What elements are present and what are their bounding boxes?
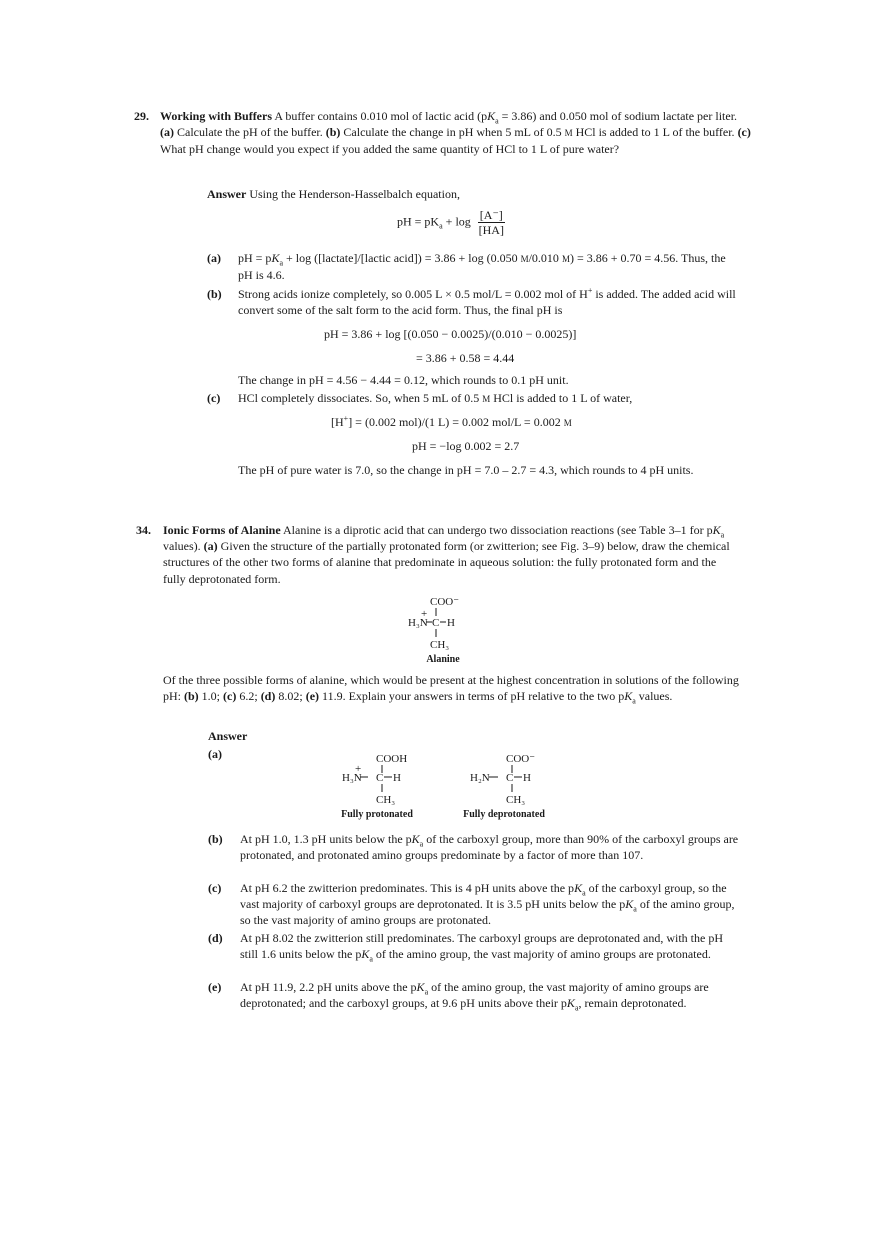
q29-stem: Working with Buffers A buffer contains 0.010 mol of lactic acid $(pK_a = 3.86)$ and 0.050 mol of sodium lactate per liter. (a) Calculate the pH of the buffer. (b) Calculate the change in pH when 5 mL of 0.5 M HCl is added to 1 L of the buffer. (c) What pH change would you expect if you added the same quantity of HCl to 1 L of pure water? — [160, 109, 751, 157]
struct-h: H — [523, 772, 531, 784]
q29-answer-intro: Answer Using the Henderson-Hasselbalch equation, — [207, 187, 460, 201]
q34-part-e-text: At pH 11.9, 2.2 pH units above the $pK_a$ of the amino group, the vast majority of amino groups are deprotonated; and the carboxyl groups, at 9.6 pH units above their $pK_a$, remain deprotonated. — [240, 980, 709, 1013]
q29-part-c-end: The pH of pure water is 7.0, so the change in pH = 7.0 – 2.7 = 4.3, which rounds to 4 pH units. — [238, 463, 694, 477]
q29-part-b-label: (b) — [207, 287, 222, 301]
q34-answer-label: Answer — [208, 729, 248, 743]
struct-plus: + — [421, 608, 428, 620]
q29-title: Working with Buffers — [160, 109, 273, 123]
q29-part-a-text: pH = $pK_a + \log$ ([lactate]/[lactic acid]) = 3.86 + log (0.050 M/0.010 M) = 3.86 + 0.70 = 4.56. Thus, the pH is 4.6. — [238, 251, 726, 283]
caption-fully-deprotonated: Fully deprotonated — [463, 809, 545, 820]
q34-part-b-label: (b) — [208, 832, 223, 846]
fully-deprotonated-structure — [470, 752, 550, 808]
q29-part-c-text: HCl completely dissociates. So, when 5 mL of 0.5 M HCl is added to 1 L of water, — [238, 391, 633, 405]
q29-part-a-label: (a) — [207, 251, 221, 265]
q34-part-c-label: (c) — [208, 881, 222, 895]
q29-eq-c1: [H+] = (0.002 mol)/(1 L) = 0.002 mol/L = 0.002 M — [331, 414, 572, 429]
henderson-hasselbalch-equation: pH = $pK_a + \log$ $\frac{[A^-]}{[HA]}$ — [397, 208, 504, 237]
alanine-caption: Alanine — [426, 654, 460, 665]
struct-c: C — [432, 617, 440, 629]
q34-part-d-text: At pH 8.02 the zwitterion still predominates. The carboxyl groups are deprotonated and, with the pH still 1.6 units below the $pK_a$ of the amino group, the vast majority of amino groups are protonated. — [240, 931, 723, 964]
caption-fully-protonated: Fully protonated — [341, 809, 413, 820]
q29-eq-b1: pH = 3.86 + log [(0.050 − 0.0025)/(0.010 − 0.0025)] — [324, 327, 577, 341]
struct-h: H — [447, 617, 455, 629]
q29-eq-c2: pH = −log 0.002 = 2.7 — [412, 439, 520, 453]
struct-coo-minus: COO⁻ — [506, 753, 536, 765]
q34-part-e-label: (e) — [208, 980, 222, 994]
struct-h3n: H₃N — [342, 772, 362, 784]
q29-eq-b2: = 3.86 + 0.58 = 4.44 — [416, 351, 515, 365]
q34-part-d-label: (d) — [208, 931, 223, 945]
q34-part-b-text: At pH 1.0, 1.3 pH units below the $pK_a$ of the carboxyl group, more than 90% of the carboxyl groups are protonated, and protonated amino groups predominate by a factor of more than 107. — [240, 832, 739, 863]
q34-number: 34. — [136, 523, 151, 537]
fully-protonated-structure — [342, 752, 422, 808]
q34-stem: Ionic Forms of Alanine Alanine is a diprotic acid that can undergo two dissociation reactions (see Table 3–1 for $pK_a$ values). (a) Given the structure of the partially protonated form (or zwitterion; see Fig. 3–9) below, draw the chemical structures of the other two forms of alanine that predominate in aqueous solution: the fully protonated form and the fully deprotonated form. — [163, 523, 730, 586]
q29-part-c-label: (c) — [207, 391, 221, 405]
struct-c: C — [506, 772, 514, 784]
struct-ch3: CH₃ — [430, 639, 450, 651]
struct-cooh: COOH — [376, 753, 408, 765]
q34-part-c-text: At pH 6.2 the zwitterion predominates. This is 4 pH units above the $pK_a$ of the carboxyl group, so the vast majority of carboxyl groups are deprotonated. It is 3.5 pH units below the $pK_a$ of the amino group, so the vast majority of amino groups are protonated. — [240, 881, 735, 928]
q29-number: 29. — [134, 109, 149, 123]
q29-part-b-text: Strong acids ionize completely, so 0.005 L × 0.5 mol/L = 0.002 mol of H+ is added. The added acid will convert some of the salt form to the acid form. Thus, the final pH is — [238, 286, 736, 318]
q29-answer-label: Answer — [207, 187, 247, 201]
q34-followup: Of the three possible forms of alanine, which would be present at the highest concentration in solutions of the following pH: (b) 1.0; (c) 6.2; (d) 8.02; (e) 11.9. Explain your answers in terms of pH relative to the two $pK_a$ values. — [163, 673, 739, 706]
q29-part-b-change: The change in pH = 4.56 − 4.44 = 0.12, which rounds to 0.1 pH unit. — [238, 373, 569, 387]
q34-part-a-label: (a) — [208, 747, 222, 761]
hh-fraction: $\frac{[A^-]}{[HA]}$ — [478, 208, 504, 237]
struct-h: H — [393, 772, 401, 784]
q34-title: Ionic Forms of Alanine — [163, 523, 281, 537]
struct-coo-minus: COO⁻ — [430, 596, 460, 608]
struct-c: C — [376, 772, 384, 784]
struct-h3n: H₃N — [408, 617, 428, 629]
alanine-zwitterion-structure — [408, 594, 488, 654]
struct-plus: + — [355, 763, 362, 775]
struct-h2n: H₂N — [470, 772, 490, 784]
struct-ch3: CH₃ — [376, 794, 396, 806]
struct-ch3: CH₃ — [506, 794, 526, 806]
